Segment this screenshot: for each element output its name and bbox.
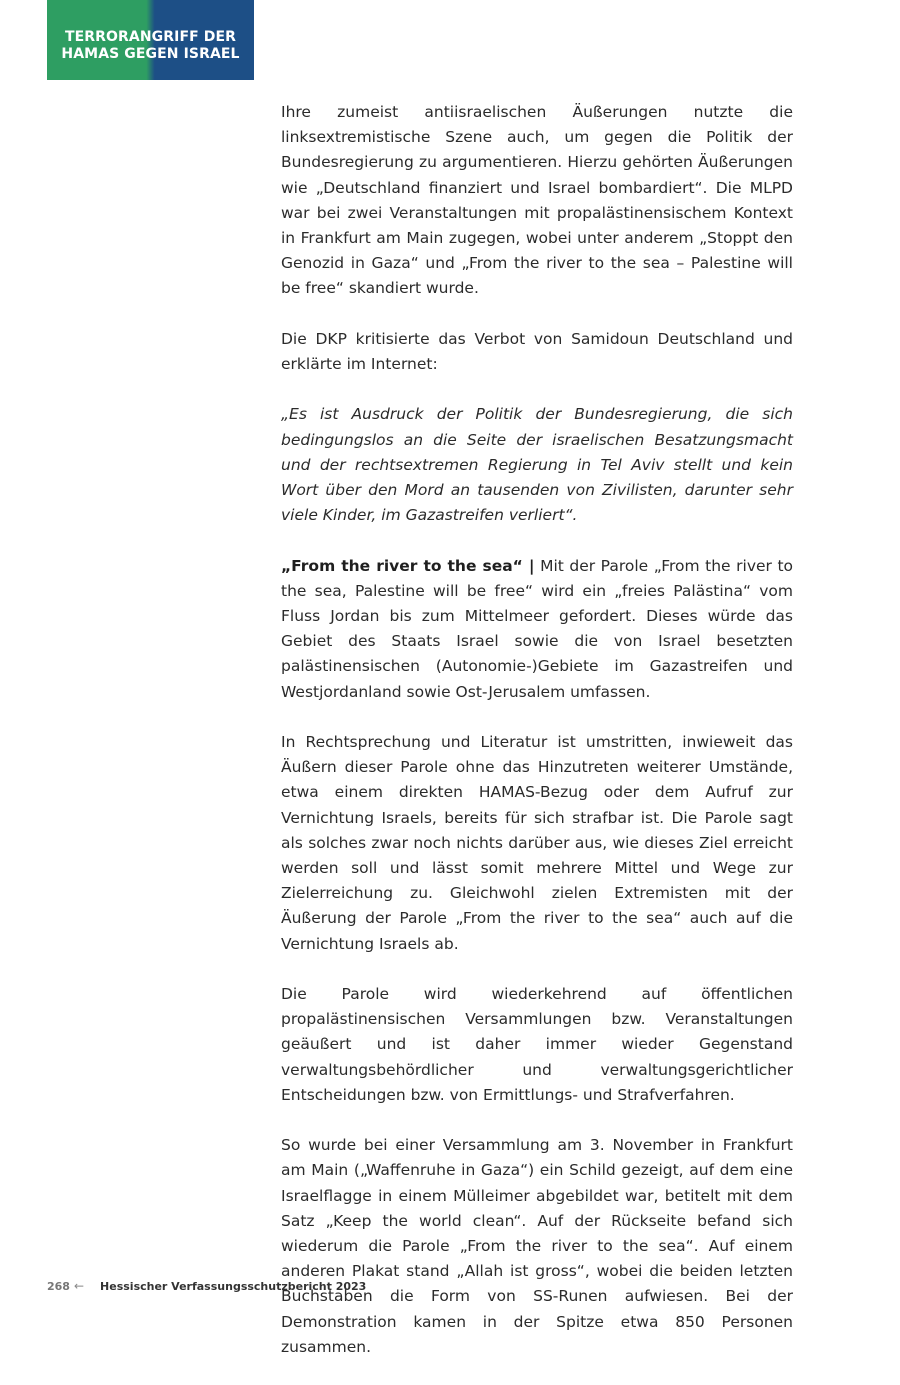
back-arrow-icon[interactable]: ← xyxy=(73,1279,85,1293)
paragraph-river-to-sea xyxy=(281,554,793,705)
page-footer xyxy=(47,1279,366,1293)
publication-title: Hessischer Verfassungsschutzbericht 2023 xyxy=(100,1279,367,1293)
paragraph-5: In Rechtsprechung und Literatur ist umstritten, inwieweit das Äußern dieser Parole ohne das Hinzutreten weiterer Umstände, etwa einem direkten HAMAS-Bezug oder dem Aufruf zur Vernichtung Israels, bereits für sich strafbar ist. Die Parole sagt als solches zwar noch nichts darüber aus, wie dieses Ziel erreicht werden soll und lässt somit mehrere Mittel und Wege zur Zielerreichung zu. Gleichwohl zielen Extremisten mit der Äußerung der Parole „From the river to the sea“ auch auf die Vernichtung Israels ab. xyxy=(281,733,793,953)
paragraph-river-to-sea-text: Mit der Parole „From the river to the sea, Palestine will be free“ wird ein „freies Palästina“ vom Fluss Jordan bis zum Mittelmeer gefordert. Dieses würde das Gebiet des Staats Israel sowie die von Israel besetzten palästinensischen (Autonomie-)Gebiete im Gazastreifen und Westjordanland sowie Ost-Jerusalem umfassen. xyxy=(281,556,794,701)
dkp-quote: „Es ist Ausdruck der Politik der Bundesregierung, die sich bedingungslos an die Seite der israelischen Besatzungsmacht und der rechtsextremen Regierung in Tel Aviv stellt und kein Wort über den Mord an tausenden von Zivilisten, darunter sehr viele Kinder, im Gazastreifen verliert“. xyxy=(281,405,793,525)
body-text xyxy=(281,100,793,1385)
paragraph-heading: „From the river to the sea“ | xyxy=(281,556,535,575)
section-banner xyxy=(47,0,254,80)
page-number: 268 xyxy=(47,1279,70,1293)
paragraph-2: Die DKP kritisierte das Verbot von Samidoun Deutschland und erklärte im Internet: xyxy=(281,329,793,374)
paragraph-6: Die Parole wird wiederkehrend auf öffentlichen propalästinensischen Versammlungen bzw. Veranstaltungen geäußert und ist daher immer wieder Gegenstand verwaltungsbehördlicher und verwaltungsgerichtlicher Entscheidungen bzw. von Ermittlungs- und Strafverfahren. xyxy=(281,985,793,1104)
section-banner-line-2: HAMAS GEGEN ISRAEL xyxy=(61,46,240,62)
section-banner-line-1: TERRORANGRIFF DER xyxy=(64,29,237,45)
paragraph-7: So wurde bei einer Versammlung am 3. November in Frankfurt am Main („Waffenruhe in Gaza“) ein Schild gezeigt, auf dem eine Israelflagge in einem Mülleimer abgebildet war, betitelt mit dem Satz „Keep the world clean“. Auf der Rückseite befand sich wiederum die Parole „From the river to the sea“. Auf einem anderen Plakat stand „Allah ist gross“, wobei die beiden letzten Buchstaben die Form von SS-Runen aufwiesen. Bei der Demonstration kamen in der Spitze etwa 850 Personen zusammen. xyxy=(281,1136,793,1356)
paragraph-1: Ihre zumeist antiisraelischen Äußerungen nutzte die linksextremistische Szene auch, um gegen die Politik der Bundesregierung zu argumentieren. Hierzu gehörten Äußerungen wie „Deutschland finanziert und Israel bombardiert“. Die MLPD war bei zwei Veranstaltungen mit propalästinensischem Kontext in Frankfurt am Main zugegen, wobei unter anderem „Stoppt den Genozid in Gaza“ und „From the river to the sea – Palestine will be free“ skandiert wurde. xyxy=(281,103,793,298)
